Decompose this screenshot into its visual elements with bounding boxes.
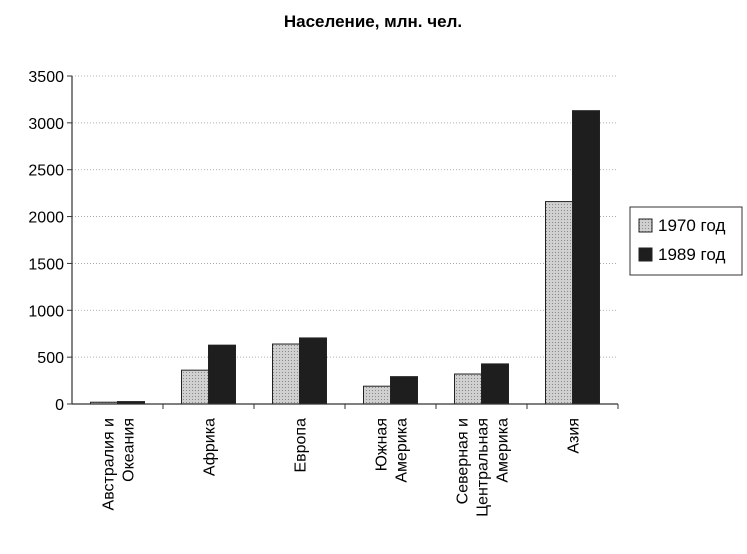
bar <box>573 111 600 404</box>
legend-label: 1989 год <box>658 245 726 264</box>
bar <box>482 364 509 404</box>
x-tick-label-line: Африка <box>201 418 219 477</box>
x-tick-label <box>202 418 219 476</box>
x-tick-label-line: Южная <box>373 418 391 472</box>
bar <box>364 386 391 404</box>
x-tick-label <box>293 418 310 473</box>
y-tick-label: 3000 <box>28 115 64 133</box>
x-tick-label-line: Европа <box>292 418 310 473</box>
x-tick-label-line: Америка <box>494 418 512 483</box>
y-tick-label: 1500 <box>28 256 64 274</box>
bar <box>182 370 209 404</box>
y-tick-label: 3500 <box>28 69 64 86</box>
y-tick-label: 0 <box>55 397 64 414</box>
legend-label: 1970 год <box>658 216 726 235</box>
x-tick-label-line: Австралия и <box>100 418 118 511</box>
legend-swatch <box>639 248 652 261</box>
x-tick-label <box>455 418 512 517</box>
x-tick-label-line: Северная и <box>454 418 472 505</box>
bar <box>455 374 482 404</box>
x-tick-label-line: Азия <box>565 418 583 454</box>
y-tick-label: 2500 <box>28 162 64 180</box>
x-tick-label <box>566 418 583 454</box>
y-tick-label: 2000 <box>28 209 64 227</box>
bar <box>300 338 327 404</box>
legend-swatch <box>639 219 652 232</box>
x-axis <box>72 404 618 517</box>
gridlines <box>72 76 618 357</box>
bar <box>546 202 573 404</box>
y-axis <box>28 69 72 414</box>
x-tick-label-line: Океания <box>120 418 138 482</box>
bar <box>273 344 300 404</box>
legend <box>630 207 742 275</box>
x-tick-label <box>374 418 411 483</box>
y-tick-label: 500 <box>37 350 64 368</box>
bars <box>91 111 600 404</box>
chart-title: Население, млн. чел. <box>283 12 463 31</box>
x-tick-label-line: Центральная <box>474 418 492 517</box>
y-tick-label: 1000 <box>28 303 64 321</box>
x-tick-label <box>101 418 138 510</box>
x-tick-label-line: Америка <box>393 418 411 483</box>
bar <box>391 377 418 404</box>
bar <box>209 345 236 404</box>
